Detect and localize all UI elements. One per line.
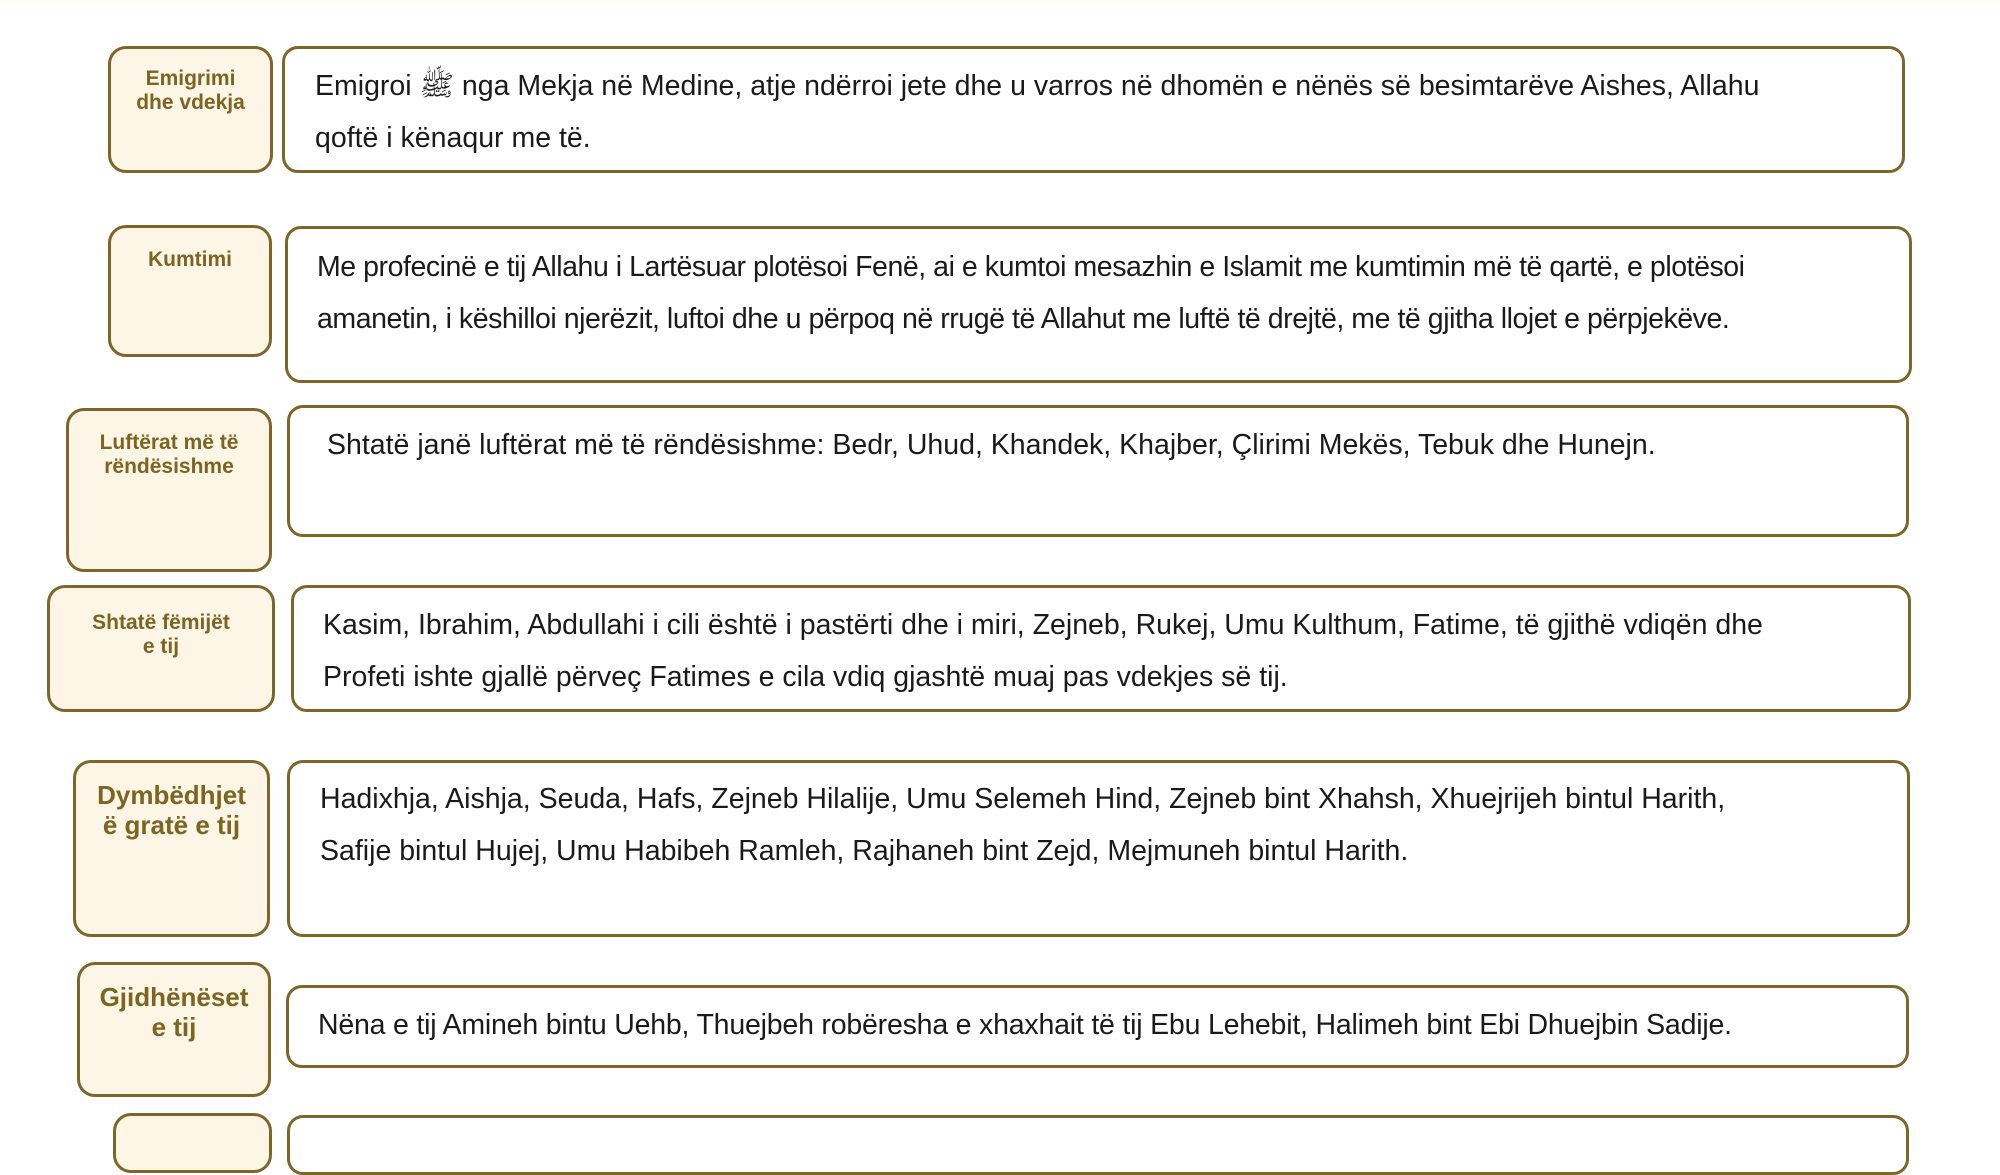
content-line: Safije bintul Hujej, Umu Habibeh Ramleh, Rajhaneh bint Zejd, Mejmuneh bintul Harith. bbox=[320, 835, 1409, 867]
label-line: Luftërat më të bbox=[99, 431, 239, 454]
label-line: ë gratë e tij bbox=[102, 809, 241, 840]
content-seven-children bbox=[291, 585, 1911, 712]
content-twelve-wives bbox=[287, 760, 1910, 937]
label-line: Gjidhënëset bbox=[99, 982, 249, 1012]
content-proclamation bbox=[285, 226, 1912, 383]
content-line: Emigroi ﷺ nga Mekja në Medine, atje ndërroi jete dhe u varros në dhomën e nënës së besimtarëve Aishes, Allahu bbox=[315, 70, 1760, 102]
content-most-important-battles bbox=[287, 405, 1909, 537]
content-line: Nëna e tij Amineh bintu Uehb, Thuejbeh robëresha e xhaxhait të tij Ebu Lehebit, Halimeh bint Ebi Dhuejbin Sadije. bbox=[318, 1009, 1732, 1041]
label-line: e tij bbox=[142, 635, 180, 659]
label-most-important-battles bbox=[66, 408, 272, 572]
content-line: Me profecinë e tij Allahu i Lartësuar plotësoi Fenë, ai e kumtoi mesazhin e Islamit me kumtimin më të qartë, e plotësoi bbox=[317, 251, 1745, 283]
content-line: amanetin, i këshilloi njerëzit, luftoi dhe u përpoq në rrugë të Allahut me luftë të drejtë, me të gjitha llojet e përpjekëve. bbox=[317, 303, 1730, 335]
label-line: dhe vdekja bbox=[136, 91, 245, 115]
label-line: Dymbëdhjet bbox=[97, 780, 246, 810]
label-line: rëndësishme bbox=[104, 455, 234, 479]
content-line: Hadixhja, Aishja, Seuda, Hafs, Zejneb Hilalije, Umu Selemeh Hind, Zejneb bint Xhahsh, Xhuejrijeh bintul Harith, bbox=[320, 783, 1726, 815]
content-line: Profeti ishte gjallë përveç Fatimes e cila vdiq gjashtë muaj pas vdekjes së tij. bbox=[323, 661, 1288, 693]
label-line: Shtatë fëmijët bbox=[92, 611, 230, 634]
label-seven-children bbox=[47, 585, 275, 712]
label-next-section bbox=[113, 1113, 272, 1173]
content-line: qoftë i kënaqur me të. bbox=[315, 122, 591, 154]
content-emigration-and-death bbox=[282, 46, 1905, 173]
label-emigration-and-death bbox=[108, 46, 273, 173]
label-wet-nurses bbox=[77, 962, 271, 1097]
label-line: e tij bbox=[151, 1011, 197, 1042]
content-line: Shtatë janë luftërat më të rëndësishme: Bedr, Uhud, Khandek, Khajber, Çlirimi Mekës, Tebuk dhe Hunejn. bbox=[327, 429, 1656, 461]
content-wet-nurses bbox=[286, 985, 1909, 1068]
label-line: Emigrimi bbox=[145, 67, 236, 90]
label-line: Kumtimi bbox=[148, 248, 232, 271]
label-proclamation bbox=[108, 225, 272, 357]
label-twelve-wives bbox=[73, 760, 270, 937]
content-line: Kasim, Ibrahim, Abdullahi i cili është i pastërti dhe i miri, Zejneb, Rukej, Umu Kulthum, Fatime, të gjithë vdiqën dhe bbox=[323, 609, 1763, 641]
page-top-edge bbox=[0, 0, 2000, 4]
content-next-section bbox=[287, 1115, 1909, 1175]
